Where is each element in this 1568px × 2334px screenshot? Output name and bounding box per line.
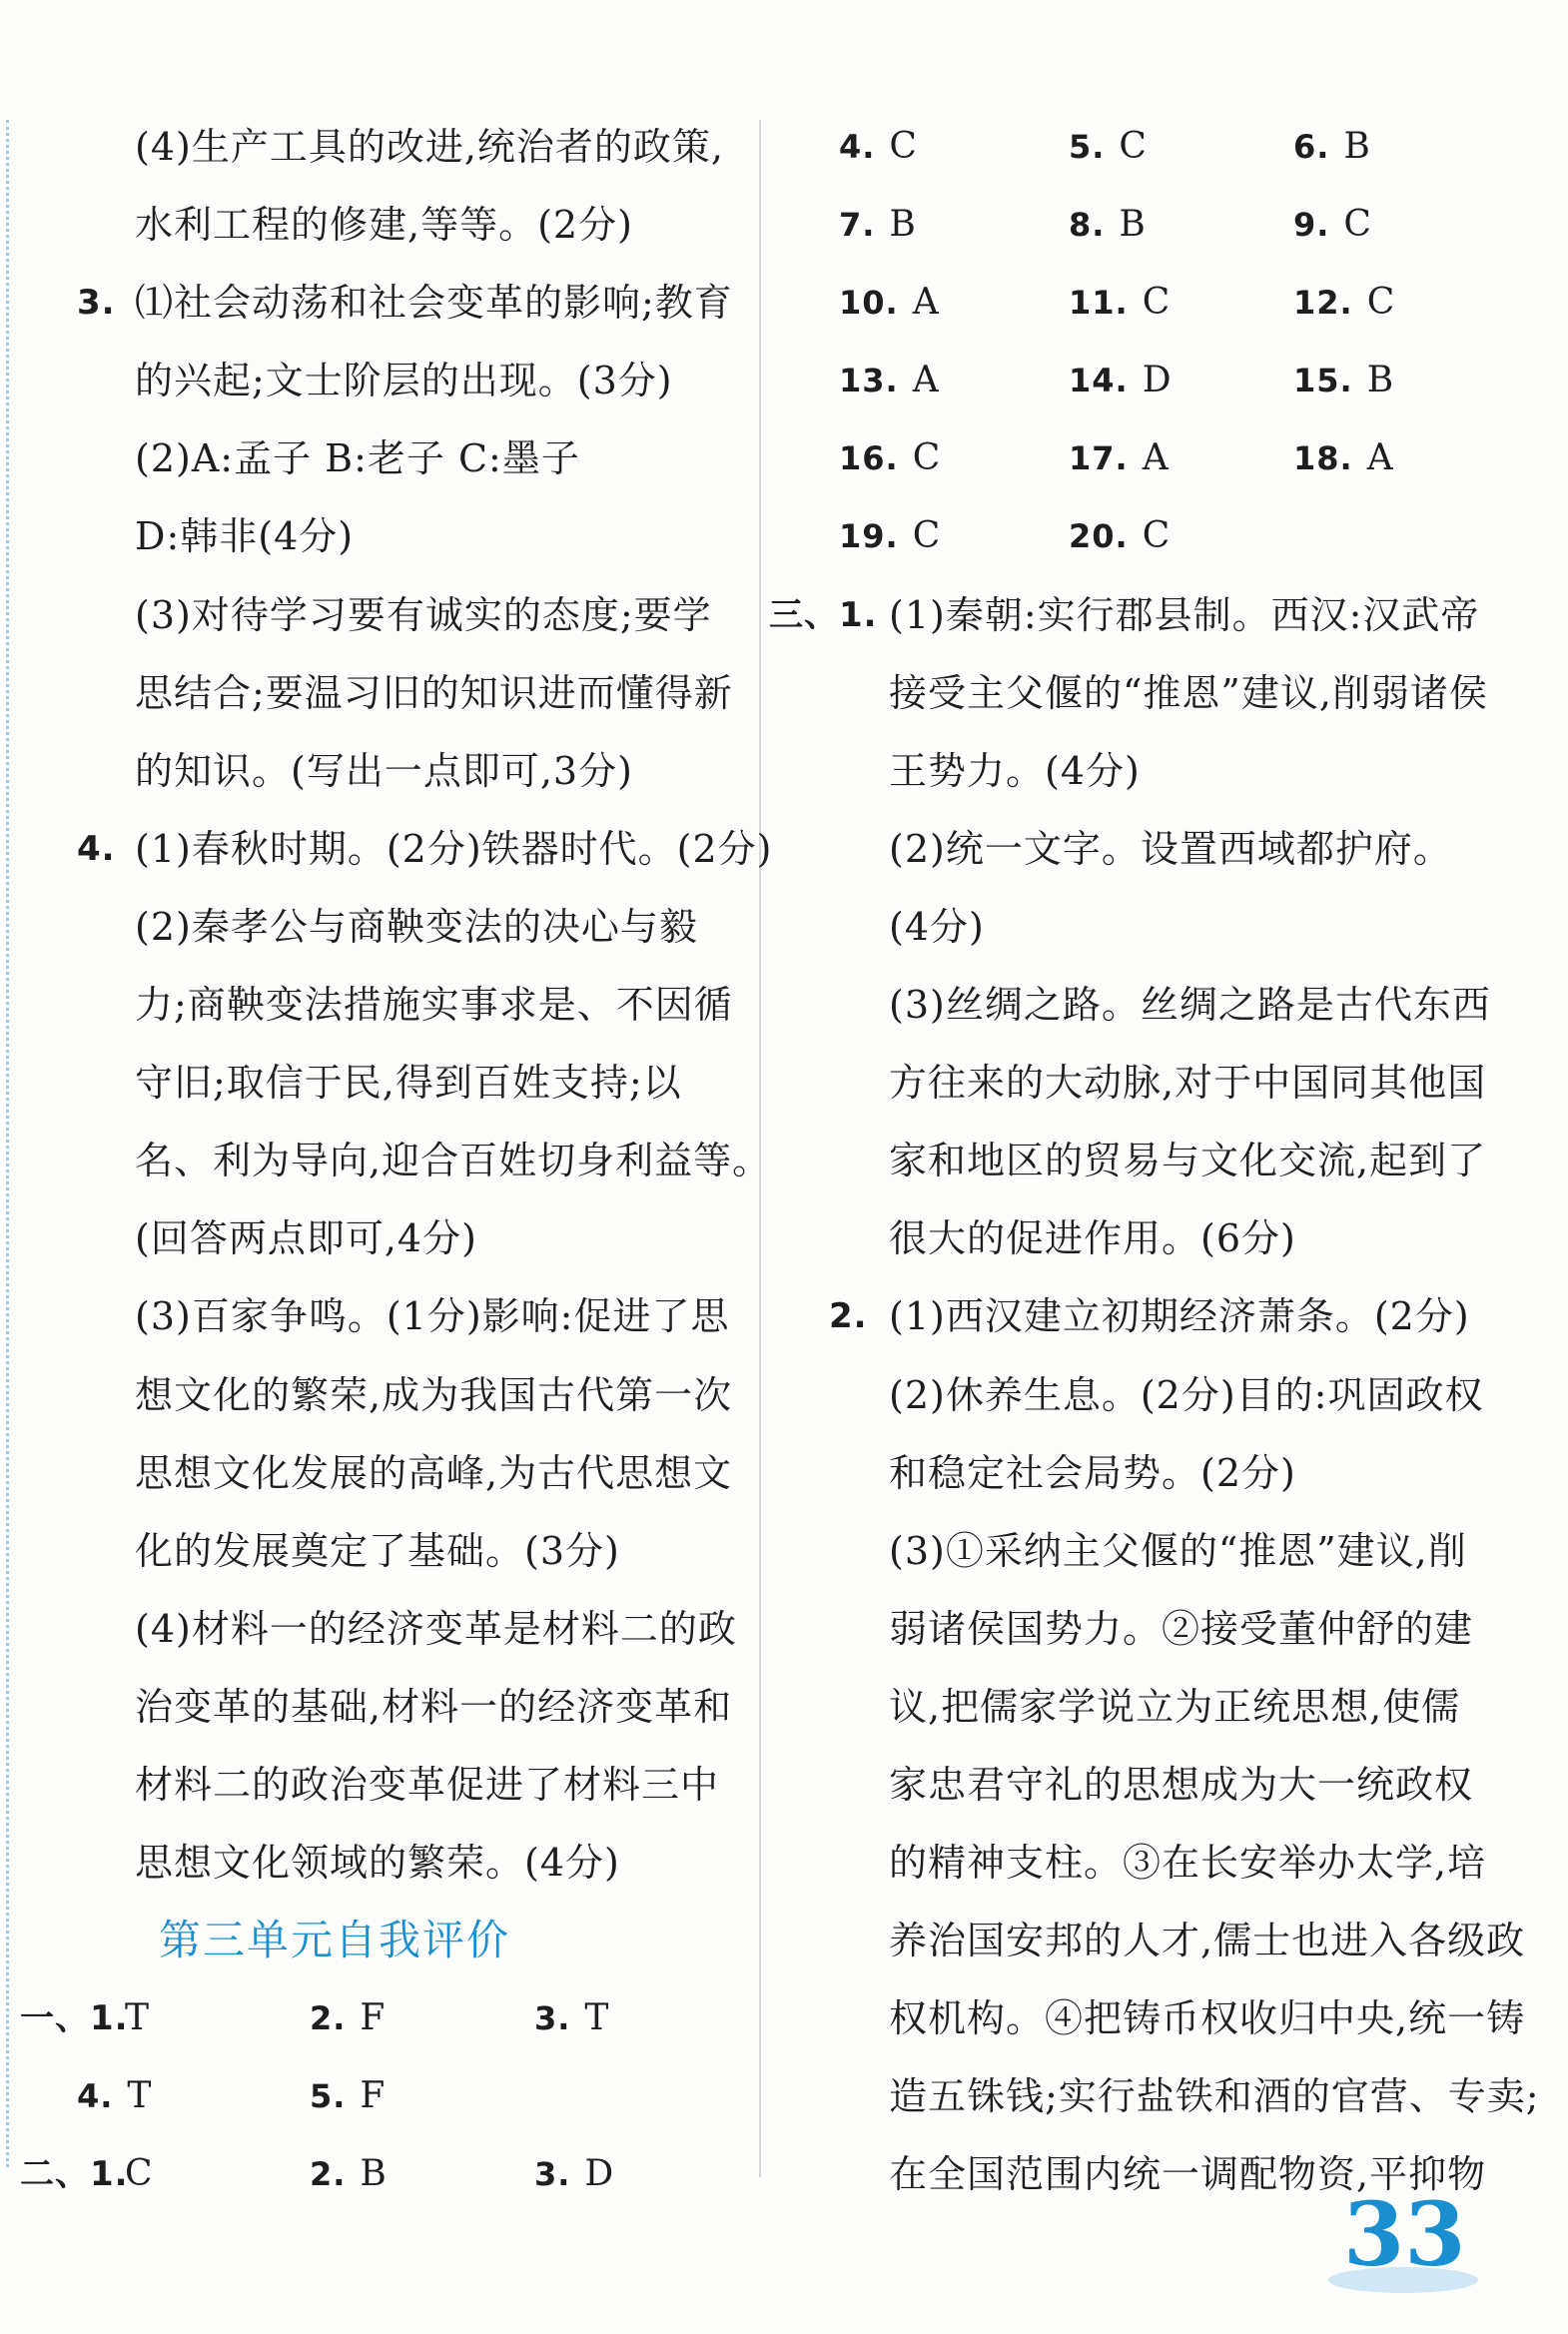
text-line: 养治国安邦的人才,儒士也进入各级政: [889, 1919, 1526, 1963]
text-line: 王势力。(4分): [889, 748, 1141, 793]
text-line: (4)材料一的经济变革是材料二的政: [135, 1606, 737, 1651]
answer: 11. C: [1069, 282, 1172, 324]
page-number: 33: [1343, 2182, 1466, 2286]
text-line: 的精神支柱。③在长安举办太学,培: [889, 1841, 1487, 1886]
answer: 18. A: [1293, 437, 1394, 479]
text-line: 造五铢钱;实行盐铁和酒的官营、专卖;: [889, 2074, 1540, 2119]
answer-row: [55, 2057, 754, 2135]
right-column: [769, 108, 1540, 2214]
text-line: 的知识。(写出一点即可,3分): [135, 748, 633, 793]
answer-row: [20, 2135, 754, 2213]
answer: 3. D: [534, 2153, 615, 2195]
answer: 2. F: [310, 1997, 387, 2039]
text-line: 3. ⑴社会动荡和社会变革的影响;教育: [55, 264, 754, 342]
answer: 10. A: [839, 282, 940, 324]
answer: 17. A: [1069, 437, 1170, 479]
margin-dotted-line: [6, 120, 9, 2167]
text-line: 的兴起;文士阶层的出现。(3分): [135, 359, 673, 403]
text-line: 在全国范围内统一调配物资,平抑物: [889, 2152, 1487, 2197]
answer: 7. B: [839, 204, 917, 246]
text-line: 治变革的基础,材料一的经济变革和: [135, 1684, 733, 1729]
text-line: 2. (1)西汉建立初期经济萧条。(2分): [769, 1277, 1508, 1355]
text-line: 思想文化发展的高峰,为古代思想文: [135, 1450, 733, 1495]
answer: 2. B: [310, 2153, 388, 2195]
text-line: 方往来的大动脉,对于中国同其他国: [889, 1061, 1487, 1106]
part-label: 二、1.: [20, 2154, 129, 2195]
answer: 19. C: [839, 515, 942, 557]
text-line: 家忠君守礼的思想成为大一统政权: [889, 1762, 1474, 1807]
answer: T: [125, 1997, 151, 2039]
answer: 4. C: [839, 126, 918, 167]
text-line: (2)休养生息。(2分)目的:巩固政权: [889, 1372, 1484, 1417]
answer: 8. B: [1069, 204, 1147, 246]
left-column: [20, 108, 773, 2213]
text-line: (3)丝绸之路。丝绸之路是古代东西: [889, 983, 1491, 1028]
text-line: 家和地区的贸易与文化交流,起到了: [889, 1139, 1487, 1183]
text-line: (3)对待学习要有诚实的态度;要学: [135, 592, 712, 637]
answer: 20. C: [1069, 515, 1172, 557]
answer: 4. T: [77, 2075, 153, 2117]
text-line: 弱诸侯国势力。②接受董仲舒的建: [889, 1606, 1474, 1651]
section-title: 第三单元自我评价: [158, 1916, 510, 1965]
answer: 14. D: [1069, 360, 1173, 401]
answer: 3. T: [534, 1997, 610, 2039]
text-line: (2)A:孟子 B:老子 C:墨子: [135, 436, 580, 481]
part-label: 三、1.: [769, 594, 878, 635]
text-line: 思结合;要温习旧的知识进而懂得新: [135, 670, 733, 715]
text-line: (2)秦孝公与商鞅变法的决心与毅: [135, 904, 698, 949]
text-line: (4)生产工具的改进,统治者的政策,: [135, 125, 724, 169]
text-line: (回答两点即可,4分): [135, 1216, 477, 1261]
text-line: (3)①采纳主父偃的“推恩”建议,削: [889, 1528, 1467, 1573]
answer-row: [769, 108, 1508, 186]
text-line: 议,把儒家学说立为正统思想,使儒: [889, 1684, 1461, 1729]
answer-row: [769, 264, 1508, 342]
part-label: 一、1.: [20, 1998, 129, 2039]
answer: 5. C: [1069, 126, 1148, 167]
answer-row: [769, 342, 1508, 419]
text-line: 接受主父偃的“推恩”建议,削弱诸侯: [889, 670, 1488, 715]
answer-row: [20, 1979, 754, 2057]
question-number: 3.: [77, 283, 116, 324]
text-line: 4. (1)春秋时期。(2分)铁器时代。(2分): [55, 810, 754, 888]
text-line: 三、1. (1)秦朝:实行郡县制。西汉:汉武帝: [769, 576, 1508, 654]
question-number: 4.: [77, 828, 116, 869]
question-number: 2.: [829, 1296, 868, 1337]
text-line: 力;商鞅变法措施实事求是、不因循: [135, 983, 733, 1028]
answer: 12. C: [1293, 282, 1396, 324]
text-line: 化的发展奠定了基础。(3分): [135, 1528, 620, 1573]
answer-row: [769, 186, 1508, 264]
text-line: 守旧;取信于民,得到百姓支持;以: [135, 1061, 682, 1106]
text-line: 和稳定社会局势。(2分): [889, 1450, 1296, 1495]
text-line: 思想文化领域的繁荣。(4分): [135, 1841, 620, 1886]
answer: 15. B: [1293, 360, 1395, 401]
text-line: 想文化的繁荣,成为我国古代第一次: [135, 1372, 733, 1417]
answer: C: [125, 2153, 154, 2195]
answer: 6. B: [1293, 126, 1371, 167]
answer: 16. C: [839, 437, 942, 479]
answer: 13. A: [839, 360, 940, 401]
text-line: 水利工程的修建,等等。(2分): [135, 203, 633, 248]
multiple-choice-answers: [769, 108, 1508, 576]
answer-row: [769, 497, 1508, 575]
text-line: (3)百家争鸣。(1分)影响:促进了思: [135, 1294, 730, 1339]
answer: 5. F: [310, 2075, 387, 2117]
answer-row: [769, 419, 1508, 497]
answer: 9. C: [1293, 204, 1372, 246]
text-line: (4分): [889, 904, 985, 949]
text-line: D:韩非(4分): [135, 514, 355, 559]
text-line: 权机构。④把铸币权收归中央,统一铸: [889, 1996, 1526, 2041]
text-line: 很大的促进作用。(6分): [889, 1216, 1296, 1261]
text-line: 名、利为导向,迎合百姓切身利益等。: [135, 1139, 772, 1183]
text-line: (2)统一文字。设置西域都护府。: [889, 826, 1452, 871]
text-line: 材料二的政治变革促进了材料三中: [135, 1762, 720, 1807]
